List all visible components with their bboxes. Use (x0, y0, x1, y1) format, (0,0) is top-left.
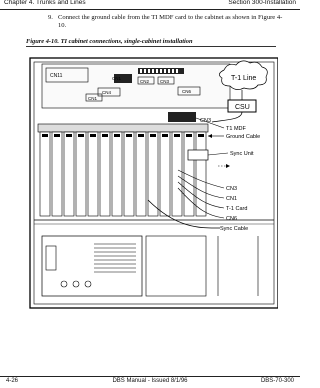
card-cage-rail (38, 124, 208, 132)
figure-caption: Figure 4-10. TI cabinet connections, single-cabinet installation (26, 38, 193, 45)
connector-header-row (138, 68, 184, 74)
card-slot-handles (42, 134, 204, 137)
label-cn2: CN2 (140, 79, 150, 84)
footer-doc-id: DBS-70-300 (260, 378, 294, 384)
callout-cn6: CN6 (226, 216, 238, 222)
callout-csu: CSU (235, 104, 250, 111)
power-switch (46, 246, 56, 270)
callout-cn3-top: CN3 (200, 118, 212, 124)
page-header (0, 0, 300, 10)
t1-mdf-card (168, 112, 196, 122)
header-section: Section 300-Installation (228, 0, 296, 6)
card-slots (40, 132, 206, 216)
header-chapter: Chapter 4. Trunks and Lines (4, 0, 86, 6)
label-cn3-mb: CN3 (160, 79, 170, 84)
step-text: Connect the ground cable from the TI MDF card to the cabinet as shown in Figure 4- 10. (58, 14, 283, 29)
instruction-step (48, 14, 290, 30)
footer-page-number: 4-26 (6, 378, 19, 384)
callout-cn3: CN3 (226, 186, 238, 192)
label-cn1-lower: CN1 (88, 96, 98, 101)
callout-cn1: CN1 (226, 196, 238, 202)
callout-sync-unit: Sync Unit (230, 151, 254, 157)
footer-manual: DBS Manual - Issued 8/1/96 (112, 378, 188, 384)
callout-t1-mdf: T1 MDF (226, 126, 246, 132)
page-footer (0, 376, 300, 388)
label-cn4: CN4 (102, 90, 112, 95)
label-cn6: CN6 (182, 89, 192, 94)
callout-t1-card: T-1 Card (226, 206, 248, 212)
callout-ground-cable: Ground Cable (226, 134, 261, 140)
sync-unit (188, 150, 208, 160)
callout-t1-line: T-1 Line (231, 75, 257, 82)
caption-rule (26, 46, 276, 47)
battery-compartment (146, 236, 206, 296)
label-cn1-top: CN1 (112, 76, 122, 81)
motherboard (42, 64, 230, 108)
label-cn11: CN11 (50, 73, 63, 79)
power-supply (42, 236, 142, 296)
cabinet-diagram (28, 50, 278, 312)
callout-sync-cable: Sync Cable (220, 226, 249, 232)
step-number: 9. (48, 14, 53, 21)
